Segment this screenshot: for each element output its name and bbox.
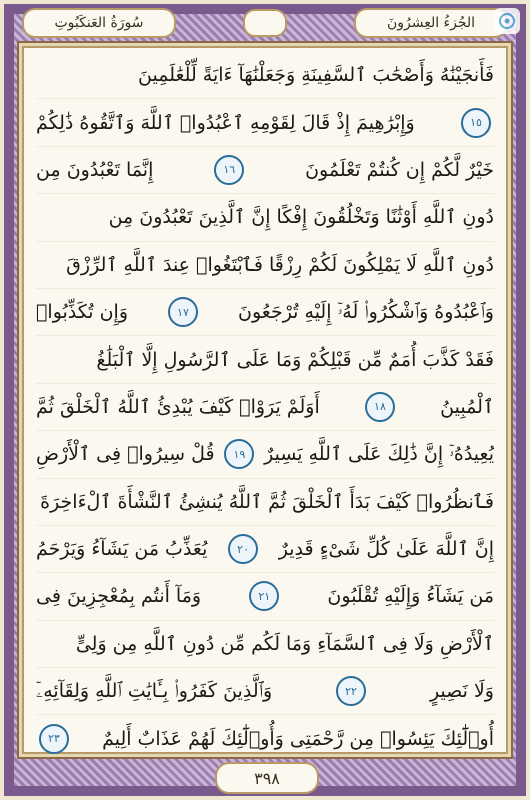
verse-text: إِنَّمَا تَعْبُدُونَ مِن	[36, 158, 154, 181]
page-number: ٣٩٨	[215, 762, 319, 794]
verse-text: قُلْ سِيرُوا۟ فِى ٱلْأَرْضِ	[36, 443, 215, 466]
ayah-end-marker-icon: ٢٣	[39, 724, 69, 754]
verse-text: وَإِبْرَٰهِيمَ إِذْ قَالَ لِقَوْمِهِ ٱعْبُدُوا۟ ٱللَّهَ وَٱتَّقُوهُ ذَٰلِكُمْ	[36, 111, 415, 134]
verse-text: فَٱنظُرُوا۟ كَيْفَ بَدَأَ ٱلْخَلْقَ ثُمَّ ٱللَّهُ يُنشِئُ ٱلنَّشْأَةَ ٱلْءَاخِرَةَ	[40, 490, 494, 513]
ayah-end-marker-icon: ١٨	[365, 392, 395, 422]
verse-text: وَلَا نَصِيرٍ	[429, 680, 494, 703]
ayah-end-marker-icon: ١٩	[224, 439, 254, 469]
verse-text: وَٱلَّذِينَ كَفَرُوا۟ بِـَٔايَٰتِ ٱللَّهِ وَلِقَآئِهِۦٓ	[36, 680, 273, 703]
verse-text: ٱلْمُبِينُ	[440, 395, 494, 418]
verse-text: أَوَلَمْ يَرَوْا۟ كَيْفَ يُبْدِئُ ٱللَّهُ ٱلْخَلْقَ ثُمَّ	[36, 395, 320, 418]
verse-text: وَمَآ أَنتُم بِمُعْجِزِينَ فِى	[36, 585, 202, 608]
text-line	[36, 242, 494, 289]
ayah-end-marker-icon: ١٥	[461, 108, 491, 138]
text-line	[36, 384, 494, 431]
ayah-end-marker-icon: ١٦	[214, 155, 244, 185]
verse-text: مَن يَشَآءُ وَإِلَيْهِ تُقْلَبُونَ	[327, 585, 494, 608]
text-line	[36, 668, 494, 715]
text-line	[36, 526, 494, 573]
verse-text: دُونِ ٱللَّهِ أَوْثَٰنًا وَتَخْلُقُونَ إِفْكًا إِنَّ ٱلَّذِينَ تَعْبُدُونَ مِن	[108, 206, 494, 229]
verse-text: ٱلْأَرْضِ وَلَا فِى ٱلسَّمَآءِ وَمَا لَكُم مِّن دُونِ ٱللَّهِ مِن وَلِىٍّ	[75, 632, 494, 655]
verse-text: أُو۟لَٰٓئِكَ يَئِسُوا۟ مِن رَّحْمَتِى وَأُو۟لَٰٓئِكَ لَهُمْ عَذَابٌ أَلِيمٌ	[102, 727, 494, 750]
ayah-end-marker-icon: ٢١	[249, 581, 279, 611]
verse-text: فَقَدْ كَذَّبَ أُمَمٌ مِّن قَبْلِكُمْ وَمَا عَلَى ٱلرَّسُولِ إِلَّا ٱلْبَلَٰغُ	[96, 348, 494, 371]
text-line	[36, 431, 494, 478]
text-line	[36, 289, 494, 336]
verse-text: فَأَنجَيْنَٰهُ وَأَصْحَٰبَ ٱلسَّفِينَةِ وَجَعَلْنَٰهَآ ءَايَةً لِّلْعَٰلَمِينَ	[138, 64, 494, 87]
text-line	[36, 52, 494, 99]
app-logo-icon	[494, 8, 520, 34]
verse-text: يُعَذِّبُ مَن يَشَآءُ وَيَرْحَمُ	[36, 538, 208, 561]
text-line	[36, 573, 494, 620]
verse-text: يُعِيدُهُۥٓ إِنَّ ذَٰلِكَ عَلَى ٱللَّهِ يَسِيرٌ	[264, 443, 494, 466]
ayah-end-marker-icon: ٢٢	[336, 676, 366, 706]
ayah-end-marker-icon: ٢٠	[228, 534, 258, 564]
verse-text: إِنَّ ٱللَّهَ عَلَىٰ كُلِّ شَىْءٍ قَدِيرٌ	[278, 538, 494, 561]
verse-text: وَإِن تُكَذِّبُوا۟	[36, 301, 129, 324]
text-line	[36, 479, 494, 526]
verse-text: وَٱعْبُدُوهُ وَٱشْكُرُوا۟ لَهُۥٓ إِلَيْهِ تُرْجَعُونَ	[238, 301, 494, 324]
text-line	[36, 99, 494, 146]
header-ornament	[243, 9, 287, 37]
text-line	[36, 336, 494, 383]
page-header	[22, 8, 508, 38]
quran-text-lines	[36, 52, 494, 748]
verse-text: خَيْرٌ لَّكُمْ إِن كُنتُمْ تَعْلَمُونَ	[305, 158, 494, 181]
text-line	[36, 194, 494, 241]
text-line	[36, 621, 494, 668]
text-line	[36, 715, 494, 762]
juz-name-label: الجُزءُ العِشرُونَ	[354, 8, 508, 38]
verse-text: دُونِ ٱللَّهِ لَا يَمْلِكُونَ لَكُمْ رِزْقًا فَٱبْتَغُوا۟ عِندَ ٱللَّهِ ٱلرِّزْقَ	[66, 253, 494, 276]
text-line	[36, 147, 494, 194]
surah-name-label: سُورَةُ العَنكَبُوتِ	[22, 8, 176, 38]
ayah-end-marker-icon: ١٧	[168, 297, 198, 327]
